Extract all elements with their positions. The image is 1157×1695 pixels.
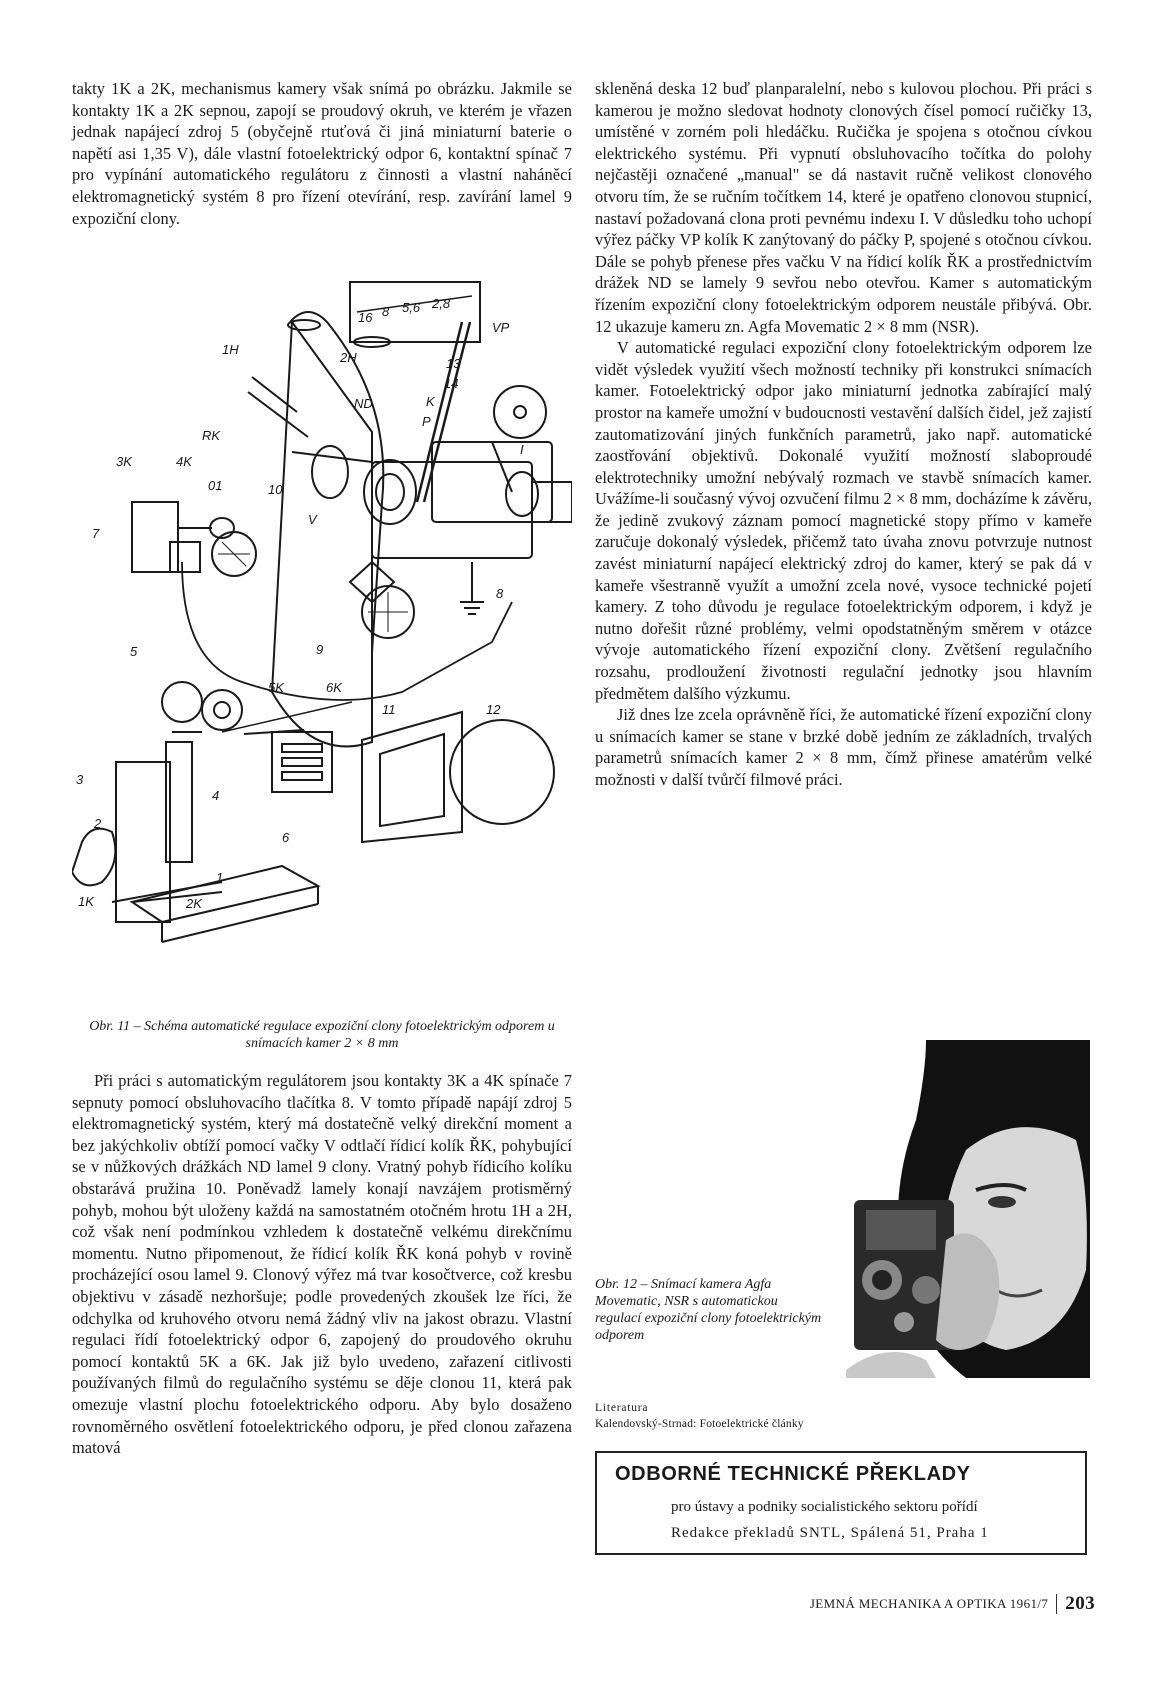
body-paragraph: skleněná deska 12 buď planparalelní, nebo s kulovou plochou. Při práci s kamerou je možno sledovat hodnoty clonových čísel pomocí ručičky 13, umístěné v zorném poli hledáčku. Ručička je spojena s otočnou cívkou elektrického systému. Při vypnutí obsluhovacího točítka do polohy nejčastěji označené „manual" se dá nastavit ručně velikost clonového otvoru tím, že se ručním točítkem 14, které je opatřeno clonovou stupnicí, nastaví požadovaná clona proti pevnému indexu I. V důsledku toho uchopí výřez páčky VP kolík K zanýtovaný do páčky P, spojené s otočnou cívkou. Dále se pohyb přenese přes vačku V na řídicí kolík ŘK a prostřednictvím drážek ND se lamely 9 sevřou nebo otevřou. Kamer s automatickým řízením expoziční clony fotoelektrickým odporem neustále přibývá. Obr. 12 ukazuje kameru zn. Agfa Movematic 2 × 8 mm (NSR). (595, 79, 1092, 336)
scale-label: 2,8 (432, 296, 451, 311)
fig-label: 9 (316, 642, 324, 657)
fig-label: K (426, 394, 435, 409)
fig-label: 1H (222, 342, 239, 357)
scale-label: 16 (358, 310, 373, 325)
fig-label: VP (492, 320, 510, 335)
fig-label: ND (354, 396, 373, 411)
figure-11-caption: Obr. 11 – Schéma automatické regulace expoziční clony fotoelektrickým odporem u snímacích kamer 2 × 8 mm (89, 1019, 555, 1051)
body-paragraph: Již dnes lze zcela oprávněně říci, že automatické řízení expoziční clony u snímacích kamer se stane v brzké době jedním ze základních, trvalých parametrů snímacích kamer 2 × 8 mm, čímž přinese amatérům velké možnosti v další tvůrčí filmové práci. (595, 705, 1092, 789)
left-column-lower (72, 1070, 572, 1459)
fig-label: 2K (186, 896, 202, 911)
scale-label: 8 (382, 304, 390, 319)
body-paragraph: takty 1K a 2K, mechanismus kamery však snímá po obrázku. Jakmile se kontakty 1K a 2K sepnou, zapojí se proudový okruh, ve kterém je vřazen jednak napájecí zdroj 5 (obyčejně rtuťová či jiná miniaturní baterie o napětí asi 1,35 V), dále vlastní fotoelektrický odpor 6, kontaktní spínač 7 pro vypínání automatického regulátoru z činnosti a vlastní naháněcí elektromagnetický systém 8 pro řízení otevírání, resp. zavírání lamel 9 expoziční clony. (72, 79, 572, 228)
figure-12-caption: Obr. 12 – Snímací kamera Agfa Movematic, NSR s automatickou regulací expoziční clony fotoelektrickým odporem (595, 1277, 822, 1343)
fig-label: RK (202, 428, 221, 443)
fig-label: 1K (78, 894, 94, 909)
figure-12-photo (846, 1040, 1090, 1378)
body-paragraph: V automatické regulaci expoziční clony fotoelektrickým odporem lze vidět výsledek využití všech možností techniky při konstrukci snímacích kamer. Fotoelektrický odpor jako miniaturní jednotka zabírající malý prostor na kameře umožní v budoucnosti vestavění dalších čidel, jež zajistí zautomatizování jiných funkčních parametrů, jako např. automatické zaostřování objektivů. Dokonalé využití možností slaboproudé elektrotechniky umožní nebývalý rozmach ve stavbě snímacích kamer. Uvážíme-li současný vývoj ozvučení filmu 2 × 8 mm, docházíme k závěru, že jedině zvukový záznam pomocí magnetické stopy přímo v kameře zaručuje dokonalý výsledek, přičemž tato úvaha znovu potvrzuje nutnost zavést miniaturní napájecí elektrický zdroj do kamer, který se pak dá v kameře všestranně využít a umožní zcela nové, vysoce technické pojetí kamery. Z toho důvodu je regulace fotoelektrickým odporem, i když je nutno dořešit různé problémy, velmi opodstatněným směrem v otázce vývoje automatického řízení expoziční clony. Zvětšení regulačního rozsahu, prodloužení životnosti regulační jednotky jsou hlavním předmětem dalšího výzkumu. (595, 338, 1092, 703)
fig-label: 6 (282, 830, 290, 845)
fig-label: I (520, 442, 524, 457)
advertisement-box (595, 1451, 1087, 1555)
figure-11-diagram (72, 262, 572, 1010)
ad-line: pro ústavy a podniky socialistického sektoru pořídí (671, 1499, 978, 1515)
fig-label: 2 (94, 816, 102, 831)
fig-label: 12 (486, 702, 501, 717)
fig-label: P (422, 414, 431, 429)
fig-label: 5 (130, 644, 138, 659)
page-footer (775, 1593, 1095, 1617)
fig-label: 3K (116, 454, 132, 469)
fig-label: 10 (268, 482, 283, 497)
ad-line: Redakce překladů SNTL, Spálená 51, Praha 1 (671, 1525, 989, 1541)
page-number: 203 (1065, 1593, 1095, 1614)
body-paragraph: Při práci s automatickým regulátorem jsou kontakty 3K a 4K spínače 7 sepnuty pomocí obsluhovacího tlačítka 8. V tomto případě napájí zdroj 5 elektromagnetický systém, který má dostatečně velký direkční moment a bez jakýchkoliv obtíží pomocí vačky V odtlačí řídicí kolík ŘK, pohybující se v nůžkových drážkách ND lamel 9 clony. Vratný pohyb řídicího kolíku obstarává pružina 10. Poněvadž lamely konají navzájem protisměrný pohyb, mohou být uloženy každá na samostatném otočném hrotu 1H a 2H, což však není podmínkou vzhledem k dostatečně velkému direkčnímu momentu. Nutno připomenout, že řídicí kolík ŘK koná pohyb v rovině procházející osou lamel 9. Clonový výřez má tvar kosočtverce, což kresbu objektivu v zásadě nezhoršuje; podle provedených zkoušek lze říci, že odchylka od kruhového otvoru nemá žádný vliv na jakost obrazu. Vlastní regulaci řídí fotoelektrický odpor 6, zapojený do proudového okruhu pomocí kontaktů 5K a 6K. Jak již bylo uvedeno, zařazení citlivosti používaných filmů do regulačního systému se děje clonou 11, která pak omezuje vlastní plochu fotoelektrického odporu. Aby bylo dosaženo rovnoměrného osvětlení fotoelektrického odporu, je před clonou zařazena matová (72, 1071, 572, 1458)
fig-label: 01 (208, 478, 223, 493)
fig-label: 1 (216, 870, 224, 885)
fig-label: 8 (496, 586, 504, 601)
literature-reference: Kalendovský-Strnad: Fotoelektrické články (595, 1418, 804, 1430)
ad-title: ODBORNÉ TECHNICKÉ PŘEKLADY (615, 1463, 971, 1485)
fig-label: 4 (212, 788, 220, 803)
scale-label: 5,6 (402, 300, 421, 315)
fig-label: 3 (76, 772, 84, 787)
literature (595, 1400, 1075, 1432)
fig-label: 14 (444, 376, 459, 391)
left-column (72, 78, 572, 248)
fig-label: 7 (92, 526, 100, 541)
right-column (595, 78, 1092, 791)
fig-label: 6K (326, 680, 342, 695)
fig-label: 2H (340, 350, 357, 365)
fig-label: 11 (382, 702, 396, 717)
footer-divider (1056, 1594, 1057, 1614)
fig-label: V (308, 512, 317, 527)
journal-name: JEMNÁ MECHANIKA A OPTIKA 1961/7 (809, 1596, 1049, 1611)
fig-label: 4K (176, 454, 192, 469)
literature-heading: Literatura (595, 1402, 649, 1414)
fig-label: 13 (446, 356, 461, 371)
fig-label: 5K (268, 680, 284, 695)
